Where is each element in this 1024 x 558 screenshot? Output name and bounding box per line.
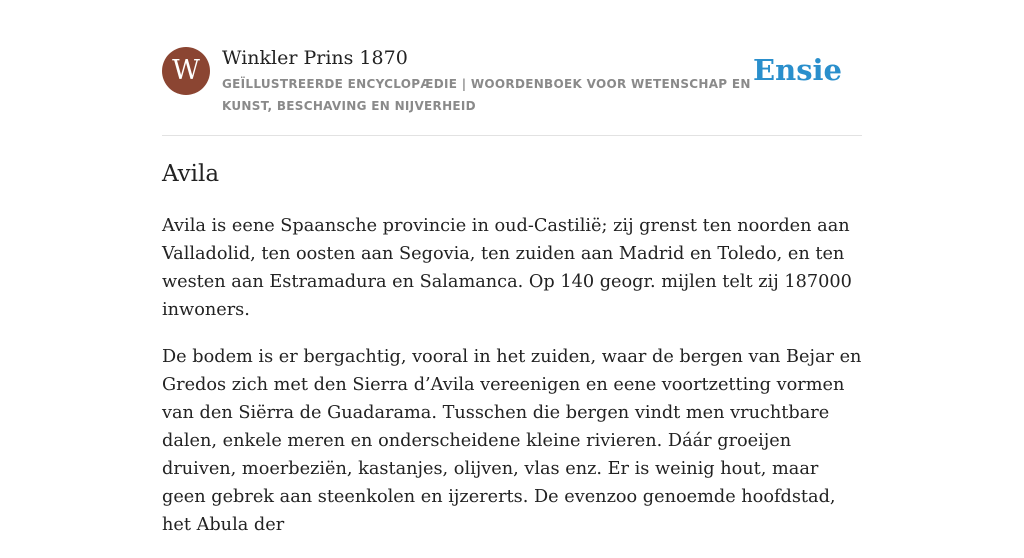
ensie-logo[interactable]: Ensie [753,53,842,87]
article-title: Avila [162,161,220,187]
header-divider [162,135,862,136]
article-body [162,212,862,558]
site-header [162,44,862,124]
site-title[interactable]: Winkler Prins 1870 [222,47,408,69]
article-paragraph: Avila is eene Spaansche provincie in oud-Castilië; zij grenst ten noorden aan Valladolid, ten oosten aan Segovia, ten zuiden aan Madrid en Toledo, en ten westen aan Estramadura en Salamanca. Op 140 geogr. mijlen telt zij 187000 inwoners. [162,216,852,320]
article-paragraph: De bodem is er bergachtig, vooral in het zuiden, waar de bergen van Bejar en Gredos zich met den Sierra d’Avila vereenigen en eene voortzetting vormen van den Siërra de Guadarama. Tusschen die bergen vindt men vruchtbare dalen, enkele meren en onderscheidene kleine rivieren. Dáár groeijen druiven, moerbeziën, kastanjes, olijven, vlas enz. Er is weinig hout, maar geen gebrek aan steenkolen en ijzererts. De evenzoo genoemde hoofdstad, het Abula der [162,347,862,535]
avatar[interactable]: W [162,47,210,95]
site-subtitle: GEÏLLUSTREERDE ENCYCLOPÆDIE | WOORDENBOEK VOOR WETENSCHAP EN KUNST, BESCHAVING EN NIJVERHEID [222,77,751,113]
